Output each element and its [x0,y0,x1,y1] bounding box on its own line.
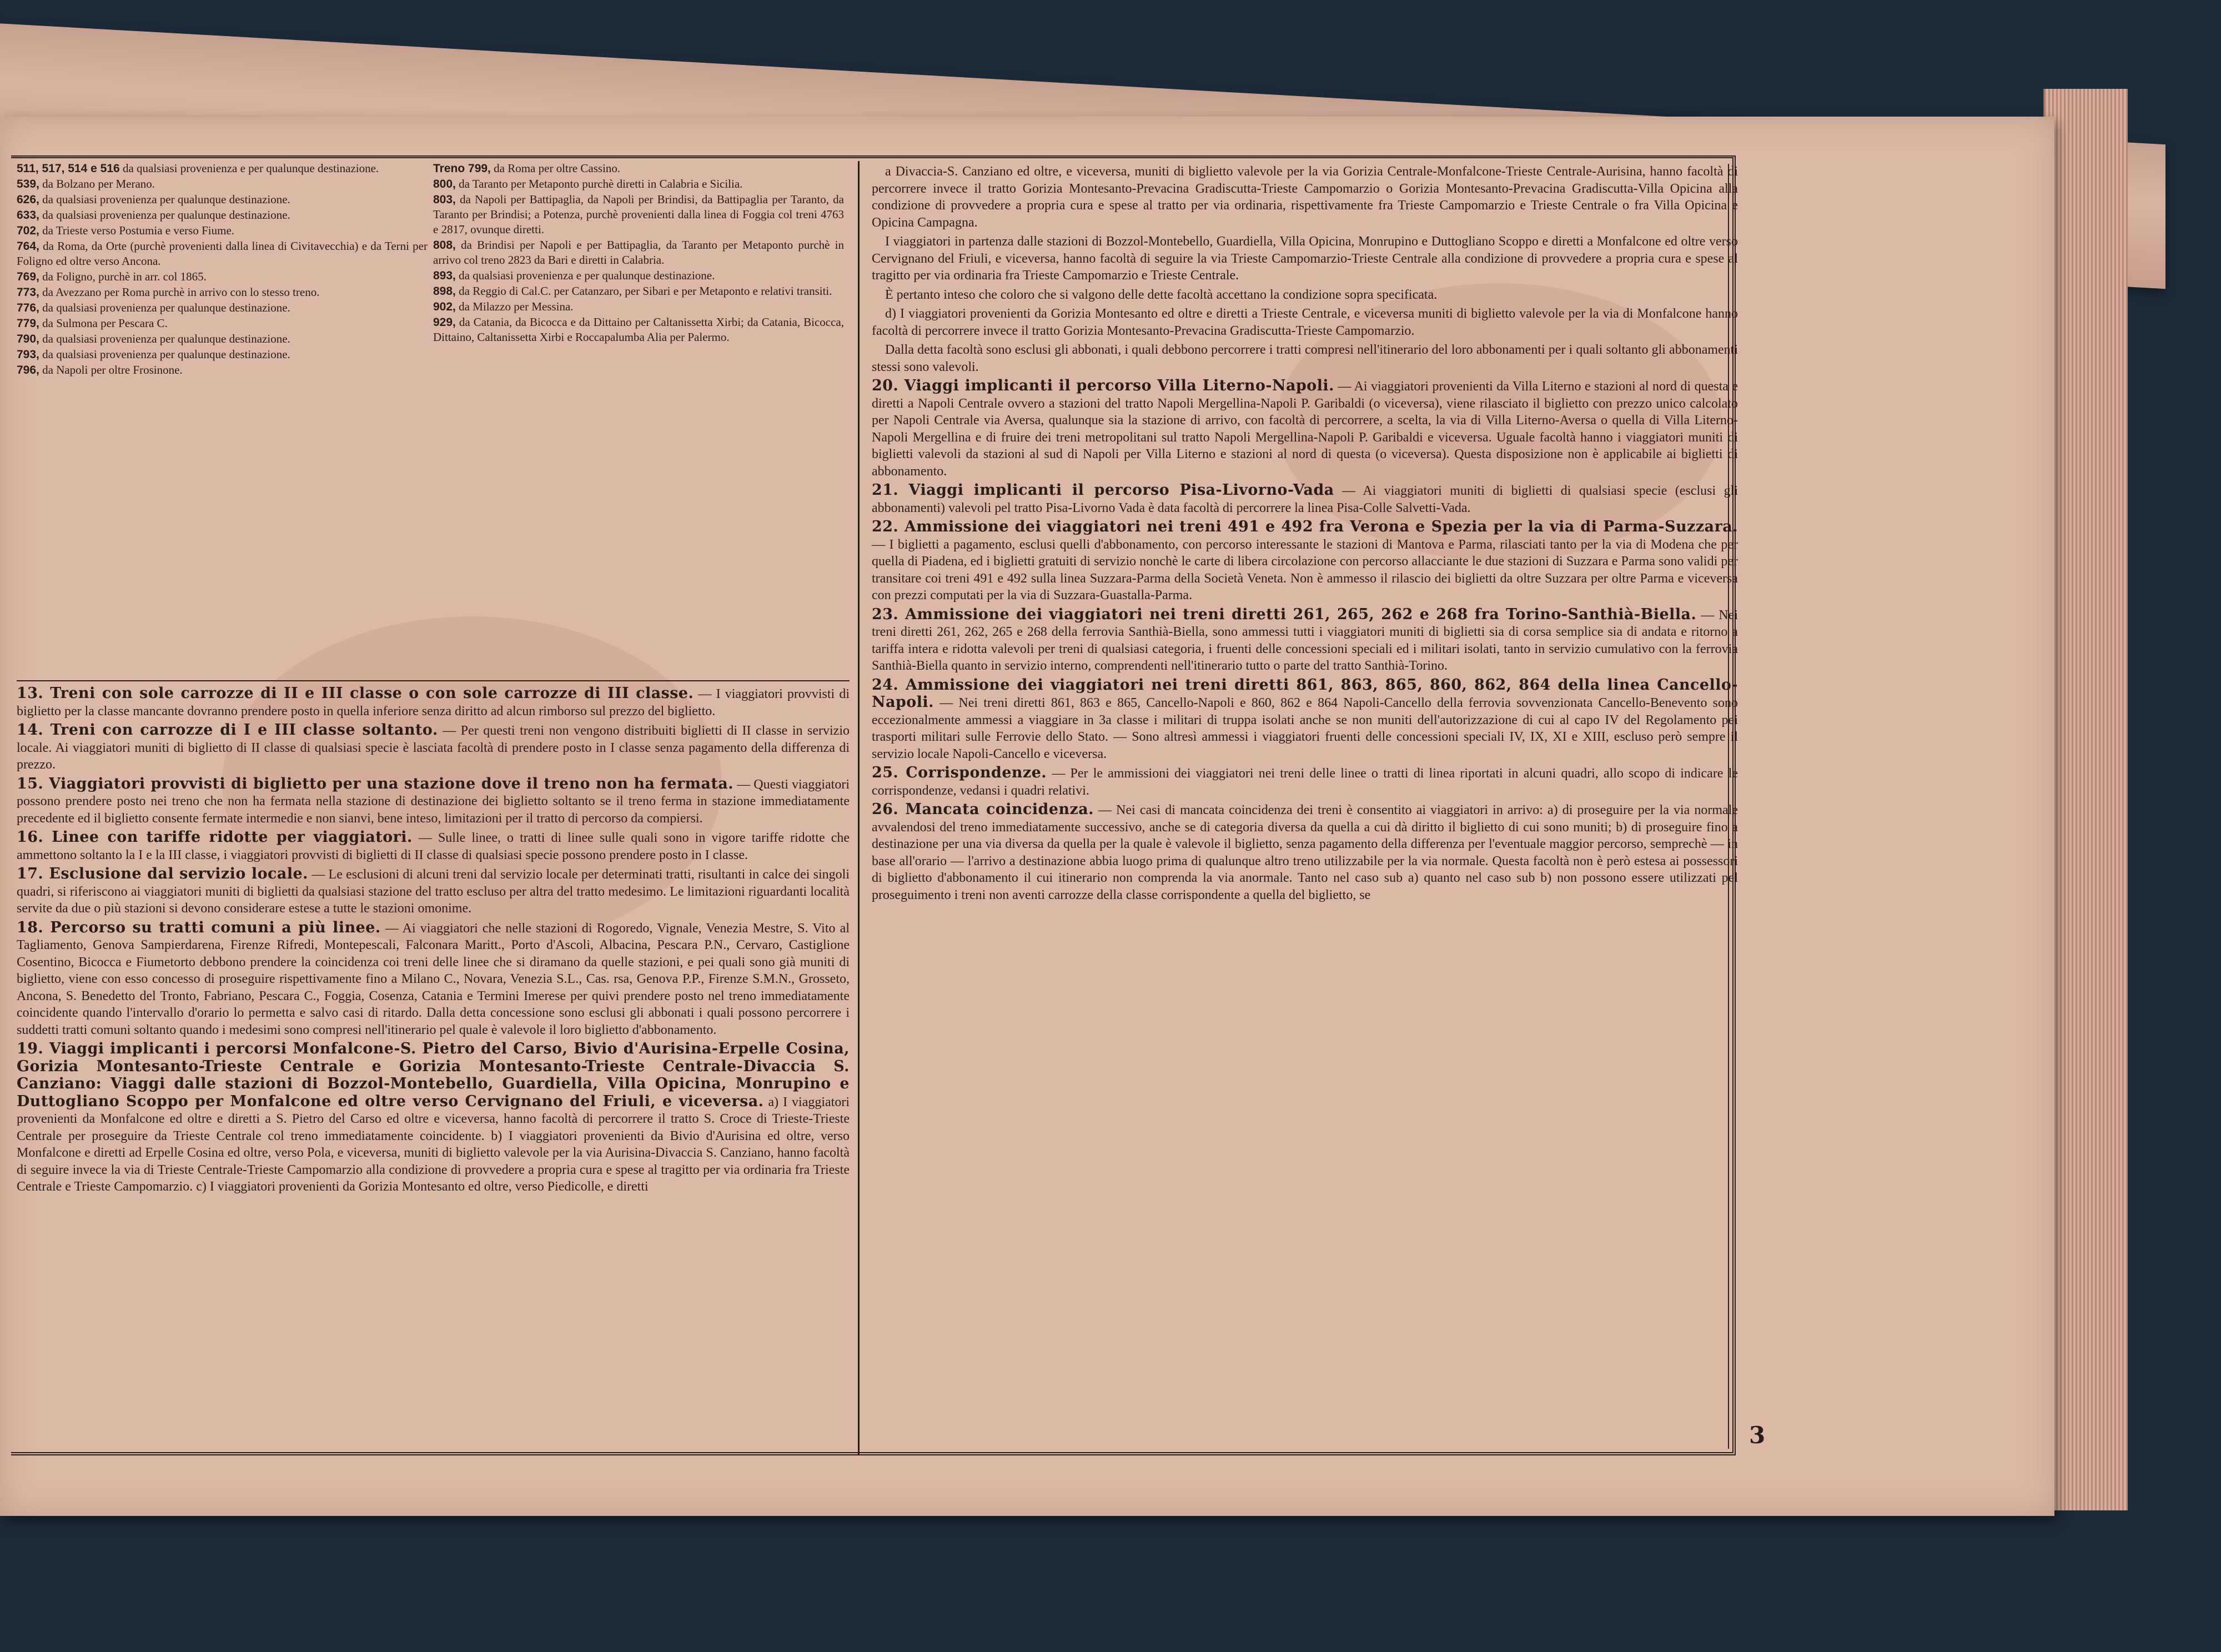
rule-body: a Divaccia-S. Canziano ed oltre, e viceversa, muniti di biglietto valevole per la via Gorizia Centrale-Monfalcone-Trieste Centrale-Aurisina, hanno facoltà di percorrere invece il tratto Gorizia Montesanto-Prevacina Gradiscutta-Trieste Campomarzio o Gorizia Montesanto-Prevacina Gradiscutta-Villa Opicina alla condizione di provvedere a propria cura e spese al tratto per via ordinaria, rispettivamente fra Trieste Campomarzio e Trieste Centrale o fra Villa Opicina e Opicina Campagna. [872,164,1738,230]
rule-section [17,776,850,827]
rule-body: È pertanto inteso che coloro che si valgono delle dette facoltà accettano la condizione sopra specificata. [885,287,1438,302]
rule-body: — Per questi treni non vengono distribuiti biglietti di II classe in servizio locale. Ai viaggiatori muniti di biglietto di II classe di qualsiasi specie è lasciata facoltà di prendere posto in I classe senza pagamento della differenza di prezzo. [17,724,850,772]
train-description: da qualsiasi provenienza per qualunque destinazione. [39,332,290,345]
rule-section [17,685,850,720]
rule-body: — I biglietti a pagamento, esclusi quelli d'abbonamento, con percorso interessante le stazioni di Mantova e Parma, rilasciati tanto per la via di Modena che per quella di Piadena, ed i biglietti gratuiti di servizio nonchè le carte di libera circolazione con percorso allacciante le due stazioni di Suzzara e Parma sono validi per transitare coi treni 491 e 492 sulla linea Suzzara-Parma della Società Veneta. Non è ammesso il rilascio dei biglietti da oltre Suzzara per oltre Parma e viceversa con prezzi computati per la via di Suzzara-Guastalla-Parma. [872,537,1738,602]
train-description: da Roma, da Orte (purchè provenienti dalla linea di Civitavecchia) e da Terni per Foligno ed oltre verso Ancona. [17,239,428,268]
rule-body: — Nei treni diretti 261, 262, 265 e 268 della ferrovia Santhià-Biella, sono ammessi tutti i viaggiatori muniti di biglietti sia di corsa semplice sia di andata e ritorno a tariffa intera e ridotta valevoli per treni di qualsiasi categoria, i fruenti delle concessioni speciali ed i militari isolati, tanto in servizio cumulativo con la ferrovia Santhià-Biella quanto in servizio interno, comprendenti nell'itinerario tutto o parte del tratto Santhià-Torino. [872,607,1738,673]
train-number: 626, [17,193,39,206]
train-number: 902, [433,300,456,313]
rule-section [872,378,1738,480]
train-number: 803, [433,193,456,206]
rule-heading: 18. Percorso su tratti comuni a più linee. [17,918,381,936]
train-list-column-a [17,161,428,378]
rule-heading: 22. Ammissione dei viaggiatori nei treni 491 e 492 fra Verona e Spezia per la via di Parma-Suzzara. [872,518,1738,535]
rule-section [872,519,1738,604]
train-entry [17,285,428,300]
rule-heading: 17. Esclusione dal servizio locale. [17,865,309,882]
train-description: da qualsiasi provenienza e per qualunque destinazione. [455,269,715,282]
rule-section [872,233,1738,284]
train-number: 633, [17,209,39,222]
train-entry [433,268,844,283]
train-description: da Brindisi per Napoli e per Battipaglia, da Taranto per Metaponto purchè in arrivo col treno 2823 da Bari e diretti in Calabria. [433,238,844,267]
train-number: 511, 517, 514 e 516 [17,162,120,175]
rule-body: I viaggiatori in partenza dalle stazioni di Bozzol-Montebello, Guardiella, Villa Opicina, Monrupino e Duttogliano Scoppo e diretti a Monfalcone ed oltre verso Cervignano del Friuli, e viceversa, hanno facoltà di seguire la via Trieste Campomarzio-Trieste Centrale alla condizione di provvedere a propria cura e spese al tragitto per via ordinaria fra Trieste Campomarzio e Trieste Centrale. [872,234,1738,283]
rule-section [872,765,1738,799]
train-entry [17,300,428,315]
train-number: 769, [17,270,39,283]
rule-body: — Nei treni diretti 861, 863 e 865, Cancello-Napoli e 860, 862 e 864 Napoli-Cancello della ferrovia sovvenzionata Cancello-Benevento sono eccezionalmente ammessi a viaggiare in 3a classe i militari di truppa isolati anche se non muniti dell'autorizzazione di cui al capo IV del Regolamento pei trasporti militari sulle Ferrovie dello Stato. — Sono altresì ammessi i viaggiatori fruenti delle concessioni speciali IV, IX, XI e XIII, escluso però sempre il servizio locale Napoli-Cancello e viceversa. [872,696,1738,761]
train-description: da qualsiasi provenienza per qualunque destinazione. [39,348,290,361]
rule-section [17,829,850,863]
timetable-page [0,117,2054,1516]
rule-body: — Sulle linee, o tratti di linee sulle quali sono in vigore tariffe ridotte che ammettono soltanto la I e la III classe, i viaggiatori provvisti di biglietti di II classe di qualsiasi specie possono prendere posto in I classe. [17,831,850,862]
train-list-column-b [433,161,844,345]
train-description: da Reggio di Cal.C. per Catanzaro, per Sibari e per Metaponto e relativi transiti. [455,284,832,298]
train-description: da Bolzano per Merano. [39,177,155,190]
page-stack-edge [2043,89,2128,1510]
rule-heading: 24. Ammissione dei viaggiatori nei treni diretti 861, 863, 865, 860, 862, 864 della linea Cancello-Napoli. [872,676,1738,711]
rule-section [872,163,1738,231]
train-description: da Catania, da Bicocca e da Dittaino per Caltanissetta Xirbi; da Catania, Bicocca, Dittaino, Caltanissetta Xirbi e Roccapalumba Alia per Palermo. [433,315,844,344]
train-entry [17,316,428,331]
rule-body: — Ai viaggiatori provenienti da Villa Literno e stazioni al nord di questa e diretti a Napoli Centrale ovvero a stazioni del tratto Napoli Mergellina-Napoli P. Garibaldi (o viceversa), viene rilasciato il biglietto con prezzo unico calcolato per Napoli Centrale via Aversa, qualunque sia la stazione di arrivo, con facoltà di percorrere, a scelta, la via di Villa Literno-Aversa o quella di Villa Literno-Napoli Mergellina e di fruire dei treni metropolitani sul tratto Napoli Mergellina-Napoli P. Garibaldi e viceversa. Uguale facoltà hanno i viaggiatori muniti di biglietti valevoli da stazioni al sud di Napoli per Villa Literno e stazioni al nord di questa (o viceversa). Questa disposizione non è applicabile ai biglietti di abbonamento. [872,379,1738,479]
train-entry [433,161,844,176]
rule-heading: 19. Viaggi implicanti i percorsi Monfalcone-S. Pietro del Carso, Bivio d'Aurisina-Erpelle Cosina, Gorizia Montesanto-Trieste Centrale e Gorizia Montesanto-Trieste Centrale-Divaccia S. Canziano: Viaggi dalle stazioni di Bozzol-Montebello, Guardiella, Villa Opicina, Monrupino e Duttogliano Scoppo per Monfalcone ed oltre verso Cervignano del Friuli, e viceversa. [17,1040,850,1110]
rule-heading: 23. Ammissione dei viaggiatori nei treni diretti 261, 265, 262 e 268 fra Torino-Santhià-Biella. [872,605,1697,623]
rules-right-column [872,161,1738,905]
train-description: da Foligno, purchè in arr. col 1865. [39,270,207,283]
train-description: da Avezzano per Roma purchè in arrivo con lo stesso treno. [39,285,320,299]
rule-section [872,801,1738,903]
train-entry [433,192,844,237]
train-number: 796, [17,364,39,376]
rule-section [17,722,850,774]
rule-section [872,287,1738,304]
train-number: 793, [17,348,39,361]
train-description: da qualsiasi provenienza per qualunque destinazione. [39,301,290,314]
train-entry [433,299,844,314]
rule-body: — I viaggiatori provvisti di biglietto per la classe mancante dovranno prendere posto in quella inferiore senza diritto ad alcun rimborso sul prezzo del biglietto. [17,687,850,719]
train-entry [17,223,428,238]
train-description: da qualsiasi provenienza per qualunque destinazione. [39,193,290,206]
train-number: 702, [17,224,39,237]
train-number: 776, [17,302,39,314]
rule-body: — Per le ammissioni dei viaggiatori nei treni delle linee o tratti di linea riportati in alcuni quadri, allo scopo di indicare le corrispondenze, vedansi i quadri relativi. [872,766,1738,798]
train-number: 773, [17,286,39,299]
train-description: da Sulmona per Pescara C. [39,317,168,330]
train-number: 929, [433,316,456,329]
train-entry [433,315,844,345]
rule-section [872,342,1738,375]
rule-body: — Ai viaggiatori muniti di biglietti di qualsiasi specie (esclusi gli abbonamenti) valevoli pel tratto Pisa-Livorno Vada è data facoltà di percorrere la linea Pisa-Colle Salvetti-Vada. [872,484,1738,515]
train-description: da Trieste verso Postumia e verso Fiume. [39,224,235,237]
train-entry [17,177,428,192]
train-entry [17,332,428,347]
rule-section [872,677,1738,763]
rule-section [17,866,850,917]
train-number: 893, [433,269,456,282]
train-entry [17,192,428,207]
train-number: Treno 799, [433,162,491,175]
rule-section [17,920,850,1039]
train-number: 779, [17,317,39,330]
column-divider [858,161,860,1455]
train-entry [17,208,428,223]
train-entry [433,284,844,299]
rule-body: — Le esclusioni di alcuni treni dal servizio locale per determinati tratti, risultanti in calce dei singoli quadri, si riferiscono ai viaggiatori muniti di biglietti da qualsiasi stazione del tratto escluso per altra del tratto medesimo. Le limitazioni riguardanti località servite da due o più stazioni si devono considerare estese a tutte le stazioni omonime. [17,867,850,916]
page-number: 3 [1749,1422,1766,1449]
rule-section [17,1041,850,1196]
rule-heading: 13. Treni con sole carrozze di II e III classe o con sole carrozze di III classe. [17,685,694,702]
rule-heading: 21. Viaggi implicanti il percorso Pisa-Livorno-Vada [872,481,1334,499]
train-entry [17,269,428,284]
rule-body: — Nei casi di mancata coincidenza dei treni è consentito ai viaggiatori in arrivo: a) di proseguire per la via normale avvalendosi del treno immediatamente successivo, anche se di categoria diversa da quella a cui dà diritto il biglietto di cui sono muniti; b) di proseguire fino a destinazione per una via diversa da quella per la quale è valevole il biglietto, senza pagamento della differenza per l'eventuale maggior percorso, semprechè — in base all'orario — l'arrivo a destinazione abbia luogo prima di qualunque altro treno utilizzabile per la via normale. Questa facoltà non è però estesa ai possessori di biglietto d'abbonamento il cui itinerario non comprenda la via anormale. Tanto nel caso sub a) quanto nel caso sub b) non possono essere utilizzati pel proseguimento i treni non aventi carrozze della classe corrispondente a quella del biglietto, se [872,803,1738,902]
train-entry [17,239,428,269]
rule-heading: 20. Viaggi implicanti il percorso Villa Literno-Napoli. [872,377,1334,394]
train-entry [433,177,844,192]
rule-body: Dalla detta facoltà sono esclusi gli abbonati, i quali debbono percorrere i tratti compresi nell'itinerario del loro abbonamenti per i quali soltanto gli abbonamenti stessi sono valevoli. [872,343,1738,374]
train-number: 764, [17,240,39,253]
rule-heading: 26. Mancata coincidenza. [872,801,1094,818]
train-number: 898, [433,285,456,298]
train-entry [17,347,428,362]
train-description: da Roma per oltre Cassino. [490,162,621,175]
rule-heading: 16. Linee con tariffe ridotte per viaggiatori. [17,828,413,846]
train-description: da Milazzo per Messina. [455,300,574,313]
train-entry [17,363,428,378]
rule-section [872,305,1738,339]
train-description: da qualsiasi provenienza per qualunque destinazione. [39,208,290,222]
rule-heading: 15. Viaggiatori provvisti di biglietto per una stazione dove il treno non ha fermata. [17,775,734,792]
train-number: 800, [433,178,456,190]
train-number: 808, [433,239,456,252]
train-description: da Taranto per Metaponto purchè diretti in Calabria e Sicilia. [455,177,743,190]
train-description: da Napoli per oltre Frosinone. [39,363,183,376]
rule-heading: 25. Corrispondenze. [872,764,1047,781]
train-number: 790, [17,333,39,345]
train-entry [433,238,844,268]
rule-heading: 14. Treni con carrozze di I e III classe soltanto. [17,721,438,739]
rule-body: — Questi viaggiatori possono prendere posto nei treno che non ha fermata nella stazione di destinazione dei biglietto soltanto se il treno ferma in stazione immediatamente precedente ed il biglietto consente fermate intermedie e non sianvi, bene inteso, limitazioni per il tratto di percorso da compiersi. [17,777,850,826]
train-description: da Napoli per Battipaglia, da Napoli per Brindisi, da Battipaglia per Taranto, da Taranto per Brindisi; a Potenza, purchè provenienti dalla linea di Foggia col treni 4763 e 2817, ovunque diretti. [433,193,844,236]
rule-section [872,482,1738,516]
train-description: da qualsiasi provenienza e per qualunque destinazione. [119,162,379,175]
rule-body: a) I viaggiatori provenienti da Monfalcone ed oltre e diretti a S. Pietro del Carso ed oltre e viceversa, hanno facoltà di percorrere il tratto S. Croce di Trieste-Trieste Centrale per proseguire da Trieste Centrale col treno immediatamente coincidente. b) I viaggiatori provenienti da Bivio d'Aurisina ed oltre, verso Monfalcone e diretti ad Erpelle Cosina ed oltre, verso Pola, e viceversa, muniti di biglietto valevole per la via Aurisina-Divaccia S. Canziano, hanno facoltà di seguire invece la via di Trieste Centrale-Trieste Campomarzio alla condizione di provvedere a propria cura e spese al tragitto per via ordinaria fra Trieste Centrale e Trieste Campomarzio. c) I viaggiatori provenienti da Gorizia Montesanto ed oltre, verso Piedicolle, e diretti [17,1094,850,1194]
rule-section [872,606,1738,675]
train-entry [17,161,428,176]
rule-body: d) I viaggiatori provenienti da Gorizia Montesanto ed oltre e diretti a Trieste Centrale, e viceversa muniti di biglietto valevole per la via di Monfalcone hanno facoltà di percorrere invece il tratto Gorizia Montesanto-Prevacina Gradiscutta-Trieste Campomarzio. [872,307,1738,338]
rules-left-column [17,683,850,1197]
rule-body: — Ai viaggiatori che nelle stazioni di Rogoredo, Vignale, Venezia Mestre, S. Vito al Tagliamento, Genova Sampierdarena, Firenze Rifredi, Montepescali, Falconara Maritt., Porto d'Ascoli, Albacina, Pescara P.N., Cervaro, Castiglione Cosentino, Bicocca e Fiumetorto debbono prendere la coincidenza coi treni delle linee che si diramano da quelle stazioni, e pei quali sono già muniti di biglietto, viene con esso concesso di proseguire rispettivamente fino a Milano C., Novara, Venezia S.L., Cas. rsa, Genova P.P., Firenze S.M.N., Grosseto, Ancona, S. Benedetto del Tronto, Fabriano, Pescara C., Foggia, Cosenza, Catania e Termini Imerese per quivi prendere posto nel treno immediatamente coincidente quando l'intervallo d'orario lo permetta e salvo casi di ritardo. Dalla detta concessione sono esclusi gli abbonati i quali possono percorrere i suddetti tratti comuni soltanto quando i medesimi sono compresi nell'itinerario pel quale è valevole il loro biglietto d'abbonamento. [17,921,850,1037]
train-number: 539, [17,178,39,190]
section-divider [17,680,850,681]
